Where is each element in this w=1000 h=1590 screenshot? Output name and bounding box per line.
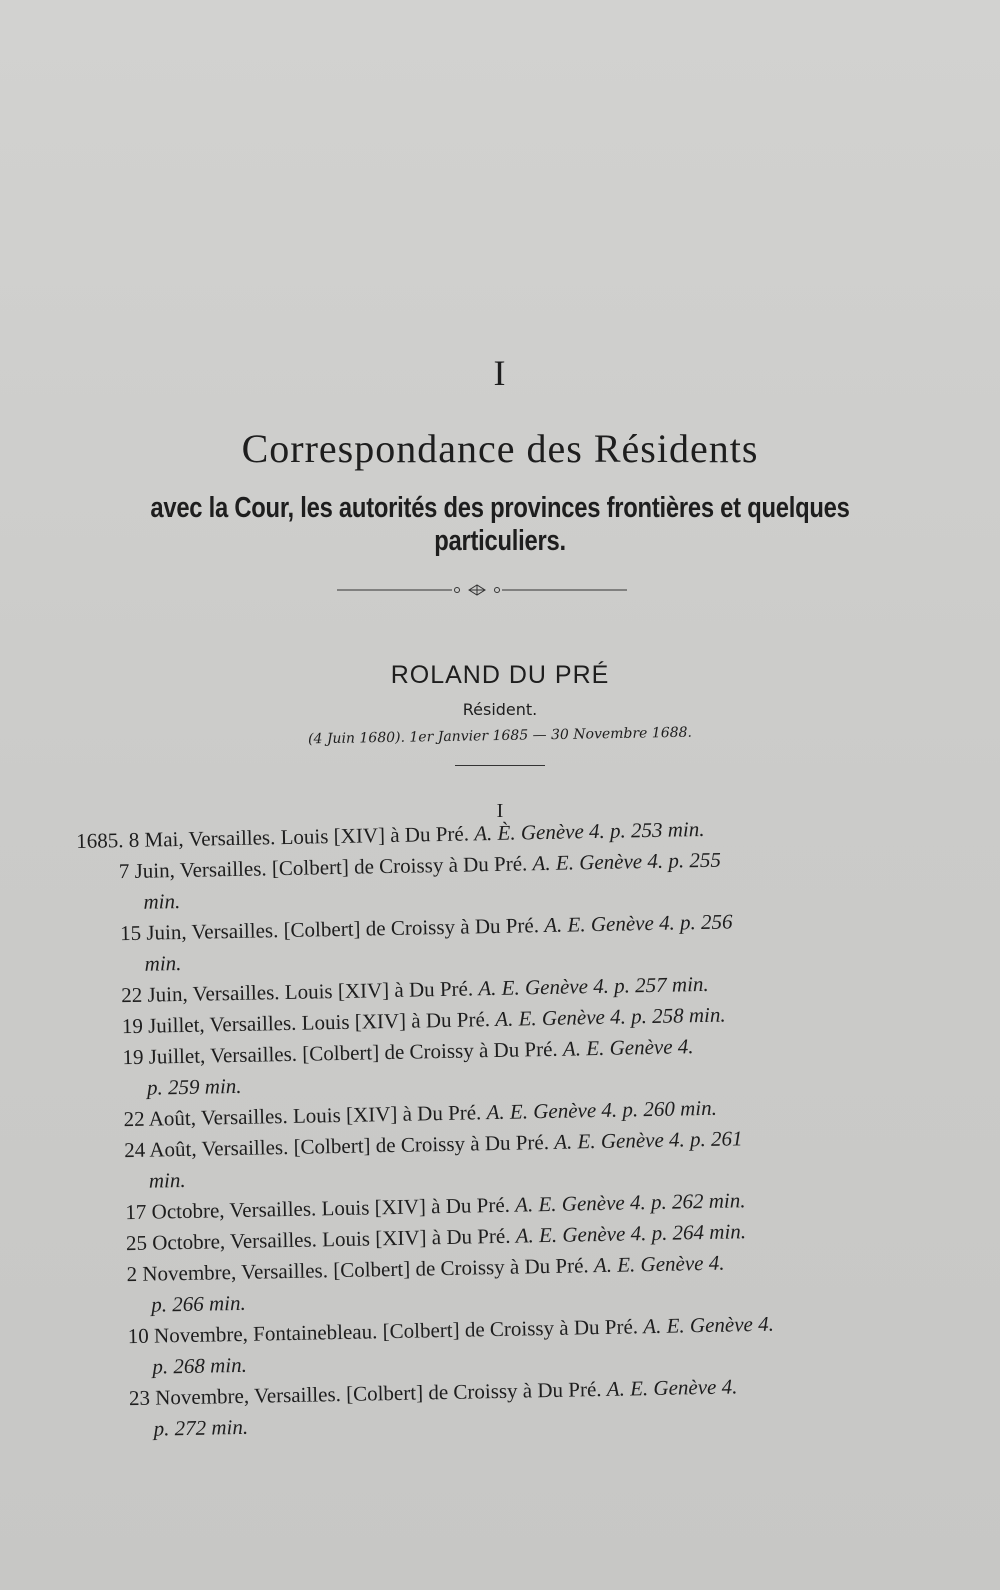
entry-reference: A. E. Genève 4. p. 258 min. (495, 1002, 726, 1031)
entry-description: 19 Juillet, Versailles. Louis [XIV] à Du Pré. (121, 1006, 496, 1039)
page-title: Correspondance des Résidents (241, 426, 759, 471)
resident-name: ROLAND DU PRÉ (390, 661, 610, 689)
entry-description: 22 Août, Versailles. Louis [XIV] à Du Pré. (123, 1100, 487, 1132)
resident-role: Résident. (462, 700, 538, 719)
entry-reference-continued: min. (144, 951, 182, 976)
entry-reference: A. E. Genève 4. p. 264 min. (515, 1219, 747, 1248)
entry-reference-continued: p. 268 min. (152, 1352, 248, 1379)
entry-description: 17 Octobre, Versailles. Louis [XIV] à Du Pré. (125, 1192, 516, 1225)
correspondence-list (76, 810, 918, 1446)
entry-reference: A. E. Genève 4. p. 260 min. (486, 1095, 718, 1125)
subsection-numeral: I (496, 800, 504, 822)
entry-reference: A. E. Genève 4. p. 256 (543, 909, 733, 938)
entry-description: 2 Novembre, Versailles. [Colbert] de Croissy à Du Pré. (126, 1253, 595, 1287)
entry-reference-continued: min. (148, 1167, 186, 1193)
entry-reference: A. E. Genève 4. (643, 1311, 775, 1339)
section-numeral: I (493, 353, 507, 393)
entry-reference: A. E. Genève 4. (593, 1250, 725, 1278)
entry-description: 25 Octobre, Versailles. Louis [XIV] à Du Pré. (125, 1223, 516, 1256)
entry-description: 10 Novembre, Fontainebleau. [Colbert] de Croissy à Du Pré. (127, 1314, 644, 1349)
entry-reference: A. È. Genève 4. p. 253 min. (473, 816, 705, 846)
entry-description: 7 Juin, Versailles. [Colbert] de Croissy à Du Pré. (118, 851, 533, 884)
entry-reference: A. E. Genève 4. p. 255 (532, 847, 722, 876)
entry-description: 24 Août, Versailles. [Colbert] de Croissy à Du Pré. (124, 1129, 555, 1163)
entry-reference-continued: p. 259 min. (146, 1073, 242, 1100)
entry-description: 22 Juin, Versailles. Louis [XIV] à Du Pré. (121, 976, 479, 1008)
page-subtitle: avec la Cour, les autorités des provinces frontières et quelques particuliers. (150, 492, 850, 557)
entry-reference-continued: p. 272 min. (153, 1414, 249, 1441)
entry-reference: A. E. Genève 4. p. 262 min. (514, 1188, 746, 1217)
entry-reference-continued: min. (143, 889, 181, 914)
entry-reference: A. E. Genève 4. p. 257 min. (478, 971, 709, 1001)
divider-rule (455, 765, 545, 766)
entry-reference: A. E. Genève 4. p. 261 (553, 1126, 743, 1154)
resident-date-range: (4 Juin 1680). 1er Janvier 1685 — 30 Novembre 1688. (307, 724, 693, 748)
ornament-divider (337, 583, 627, 597)
entry-reference-continued: p. 266 min. (150, 1290, 246, 1317)
entry-reference: A. E. Genève 4. (606, 1374, 738, 1401)
entry-description: 23 Novembre, Versailles. [Colbert] de Croissy à Du Pré. (128, 1376, 607, 1411)
entry-reference: A. E. Genève 4. (562, 1034, 694, 1061)
entry-description: 1685. 8 Mai, Versailles. Louis [XIV] à Du Pré. (76, 821, 475, 853)
entry-description: 19 Juillet, Versailles. [Colbert] de Croissy à Du Pré. (122, 1036, 564, 1070)
entry-description: 15 Juin, Versailles. [Colbert] de Croissy à Du Pré. (119, 913, 545, 946)
